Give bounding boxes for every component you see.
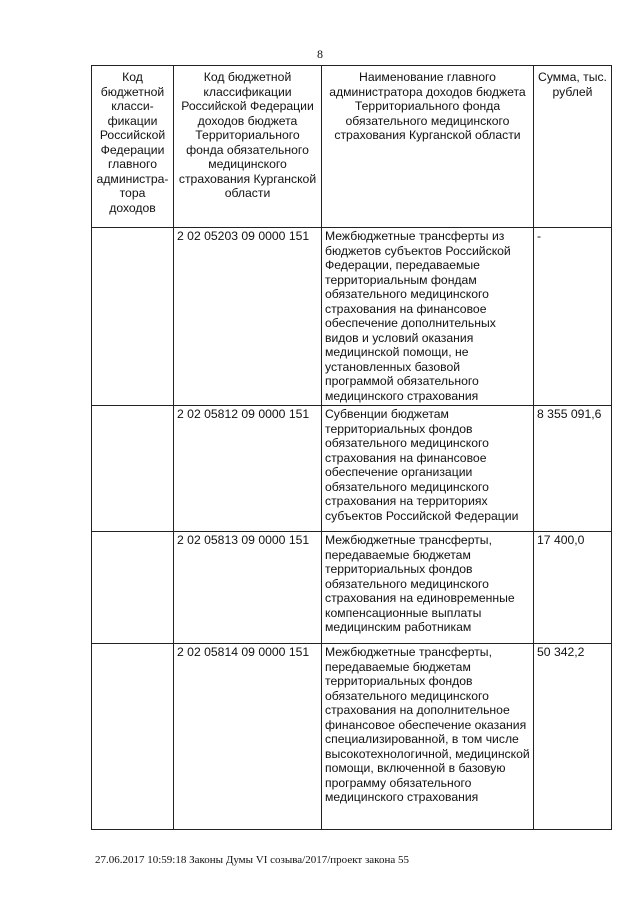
table-header-row xyxy=(92,66,612,228)
sum-cell: - xyxy=(534,228,612,406)
sum-cell: 17 400,0 xyxy=(534,532,612,644)
header-admin-code: Код бюджетной класси-фикации Российской Федерации главного администра-тора доходов xyxy=(92,66,174,228)
income-code-cell: 2 02 05812 09 0000 151 xyxy=(174,406,322,532)
table-row xyxy=(92,406,612,532)
table-row xyxy=(92,644,612,830)
admin-code-cell xyxy=(92,406,174,532)
page-number: 8 xyxy=(317,47,323,61)
admin-code-cell xyxy=(92,228,174,406)
budget-table xyxy=(91,65,612,830)
admin-code-cell xyxy=(92,532,174,644)
table-row xyxy=(92,532,612,644)
income-name-cell: Межбюджетные трансферты из бюджетов субъектов Российской Федерации, передаваемые территориальным фондам обязательного медицинского страхования на финансовое обеспечение дополнительных видов и условий оказания медицинской помощи, не установленных базовой программой обязательного медицинского страхования xyxy=(322,228,534,406)
header-income-code: Код бюджетной классификации Российской Федерации доходов бюджета Территориального фонда обязательного медицинского страхования Курганской области xyxy=(174,66,322,228)
document-footer: 27.06.2017 10:59:18 Законы Думы VI созыва/2017/проект закона 55 xyxy=(95,854,409,866)
income-code-cell: 2 02 05814 09 0000 151 xyxy=(174,644,322,830)
sum-cell: 8 355 091,6 xyxy=(534,406,612,532)
header-admin-name: Наименование главного администратора доходов бюджета Территориального фонда обязательного медицинского страхования Курганской области xyxy=(322,66,534,228)
header-sum: Сумма, тыс. рублей xyxy=(534,66,612,228)
income-code-cell: 2 02 05203 09 0000 151 xyxy=(174,228,322,406)
sum-cell: 50 342,2 xyxy=(534,644,612,830)
income-name-cell: Межбюджетные трансферты, передаваемые бюджетам территориальных фондов обязательного медицинского страхования на единовременные компенсационные выплаты медицинским работникам xyxy=(322,532,534,644)
admin-code-cell xyxy=(92,644,174,830)
income-name-cell: Субвенции бюджетам территориальных фондов обязательного медицинского страхования на финансовое обеспечение организации обязательного медицинского страхования на территориях субъектов Российской Федерации xyxy=(322,406,534,532)
income-code-cell: 2 02 05813 09 0000 151 xyxy=(174,532,322,644)
income-name-cell: Межбюджетные трансферты, передаваемые бюджетам территориальных фондов обязательного медицинского страхования на дополнительное финансовое обеспечение оказания специализированной, в том числе высокотехнологичной, медицинской помощи, включенной в базовую программу обязательного медицинского страхования xyxy=(322,644,534,830)
table-row xyxy=(92,228,612,406)
